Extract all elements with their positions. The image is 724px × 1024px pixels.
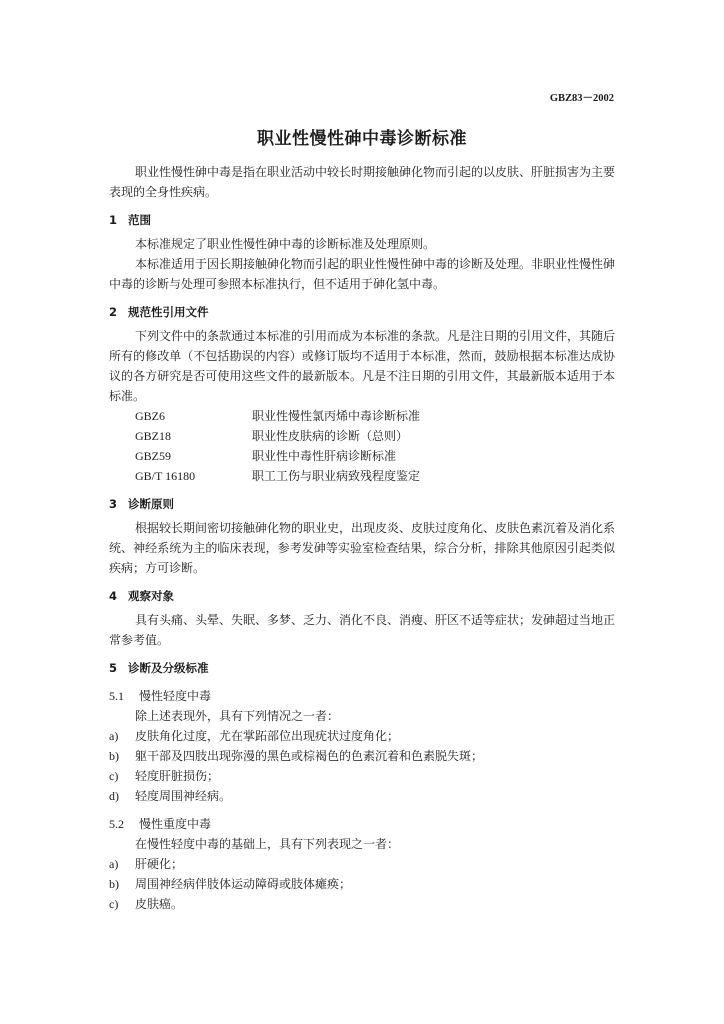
- subsection-lead: 除上述表现外，具有下列情况之一者：: [135, 709, 340, 723]
- section-heading: [109, 658, 615, 678]
- section-heading: [109, 494, 615, 514]
- reference-code: GBZ59: [135, 449, 171, 463]
- paragraph: 本标准规定了职业性慢性砷中毒的诊断标准及处理原则。: [135, 237, 436, 251]
- list-item: [109, 786, 615, 806]
- standard-number: GBZ83－2002: [549, 93, 614, 104]
- subsection-heading: [109, 814, 615, 834]
- subsection-heading: [109, 686, 615, 706]
- reference-name: 职业性慢性氯丙烯中毒诊断标准: [252, 409, 421, 423]
- subsection-title: 慢性重度中毒: [139, 817, 212, 831]
- paragraph: 根据较长期间密切接触砷化物的职业史，出现皮炎、皮肤过度角化、皮肤色素沉着及消化系统、神经系统为主的临床表现，参考发砷等实验室检查结果，综合分析，排除其他原因引起类似疾病；方可诊断。: [109, 521, 616, 575]
- section-title: 范围: [128, 213, 151, 227]
- list-item: [109, 854, 615, 874]
- list-item-text: 轻度周围神经病。: [135, 789, 232, 803]
- subsection-lead: 在慢性轻度中毒的基础上，具有下列表现之一者：: [135, 837, 400, 851]
- list-item: [109, 726, 615, 746]
- section-heading: [109, 302, 615, 322]
- list-marker: b): [109, 749, 119, 763]
- subsection-number: 5.1: [109, 689, 124, 703]
- list-item-text: 皮肤癌。: [135, 897, 184, 911]
- reference-code: GB/T 16180: [135, 469, 196, 483]
- list-item: [109, 894, 615, 914]
- list-marker: a): [109, 857, 119, 871]
- section-heading: [109, 210, 615, 230]
- section-number: 1: [109, 213, 118, 227]
- section-number: 3: [109, 497, 118, 511]
- list-item-text: 躯干部及四肢出现弥漫的黑色或棕褐色的色素沉着和色素脱失斑；: [135, 749, 484, 763]
- section-title: 诊断原则: [128, 497, 174, 511]
- document-body: [109, 162, 615, 914]
- paragraph: 下列文件中的条款通过本标准的引用而成为本标准的条款。凡是注日期的引用文件，其随后所有的修改单（不包括勘误的内容）或修订版均不适用于本标准，然而，鼓励根据本标准达成协议的各方研究是否可使用这些文件的最新版本。凡是不注日期的引用文件，其最新版本适用于本标准。: [109, 329, 616, 403]
- list-item-text: 皮肤角化过度，尤在掌跖部位出现疣状过度角化；: [135, 729, 400, 743]
- reference-row: [109, 466, 615, 486]
- reference-name: 职业性皮肤病的诊断（总则）: [252, 429, 409, 443]
- intro-paragraph: 职业性慢性砷中毒是指在职业活动中较长时期接触砷化物而引起的以皮肤、肝脏损害为主要表现的全身性疾病。: [109, 165, 616, 199]
- section-title: 诊断及分级标准: [128, 661, 209, 675]
- list-item-text: 肝硬化；: [135, 857, 184, 871]
- reference-row: [109, 406, 615, 426]
- list-marker: d): [109, 789, 119, 803]
- document-title: 职业性慢性砷中毒诊断标准: [257, 129, 467, 149]
- paragraph: 本标准适用于因长期接触砷化物而引起的职业性慢性砷中毒的诊断及处理。非职业性慢性砷中毒的诊断与处理可参照本标准执行，但不适用于砷化氢中毒。: [109, 257, 616, 291]
- list-marker: c): [109, 769, 119, 783]
- section-heading: [109, 586, 615, 606]
- subsection-number: 5.2: [109, 817, 124, 831]
- list-item: [109, 766, 615, 786]
- list-item-text: 周围神经病伴肢体运动障碍或肢体瘫痪；: [135, 877, 352, 891]
- list-marker: c): [109, 897, 119, 911]
- paragraph: 具有头痛、头晕、失眠、多梦、乏力、消化不良、消瘦、肝区不适等症状；发砷超过当地正常参考值。: [109, 613, 616, 647]
- section-number: 2: [109, 305, 118, 319]
- reference-row: [109, 426, 615, 446]
- section-title: 观察对象: [128, 589, 174, 603]
- list-item-text: 轻度肝脏损伤；: [135, 769, 220, 783]
- reference-name: 职工工伤与职业病致残程度鉴定: [252, 469, 421, 483]
- subsection-title: 慢性轻度中毒: [139, 689, 212, 703]
- reference-name: 职业性中毒性肝病诊断标准: [252, 449, 397, 463]
- list-marker: a): [109, 729, 119, 743]
- reference-code: GBZ18: [135, 429, 171, 443]
- list-item: [109, 746, 615, 766]
- list-item: [109, 874, 615, 894]
- reference-code: GBZ6: [135, 409, 165, 423]
- section-number: 5: [109, 661, 118, 675]
- section-title: 规范性引用文件: [128, 305, 209, 319]
- reference-row: [109, 446, 615, 466]
- section-number: 4: [109, 589, 118, 603]
- list-marker: b): [109, 877, 119, 891]
